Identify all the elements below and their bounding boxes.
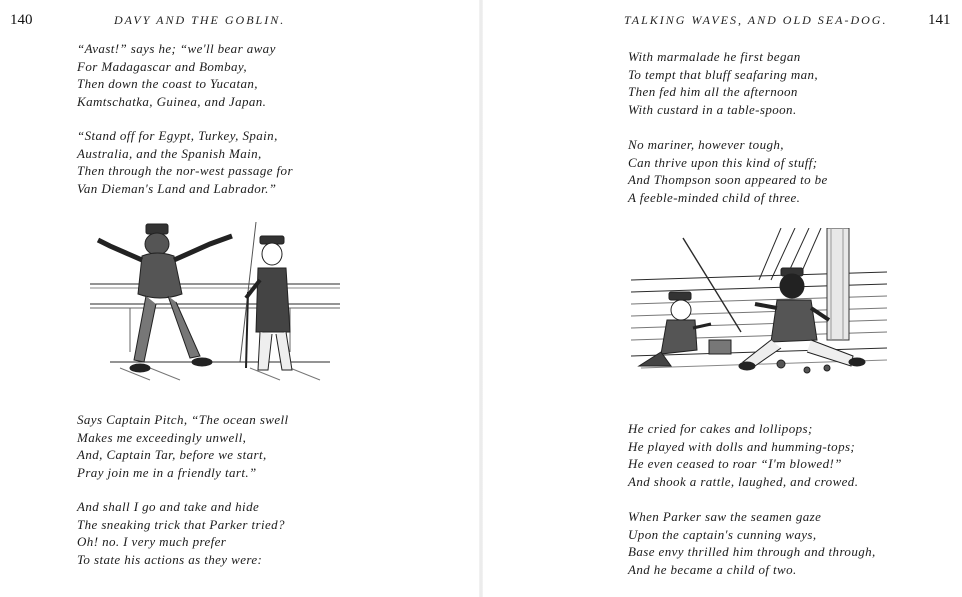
verse-line: For Madagascar and Bombay, [77, 58, 247, 74]
engraving-sailors-playing [631, 228, 887, 378]
verse-line: And, Captain Tar, before we start, [77, 447, 267, 462]
running-head-left: DAVY AND THE GOBLIN. [114, 13, 286, 27]
stanza-right-3 [628, 420, 858, 490]
page-number-right: 141 [928, 12, 951, 28]
stanza-left-1 [77, 40, 276, 110]
stanza-right-2 [628, 136, 828, 206]
verse-line: Then fed him all the afternoon [628, 84, 798, 99]
verse-line: A feeble-minded child of three. [628, 189, 801, 205]
verse-line: With marmalade he first began [628, 49, 801, 64]
page-number-left: 140 [10, 12, 33, 28]
verse-line: No mariner, however tough, [628, 137, 784, 152]
verse-line: And shook a rattle, laughed, and crowed. [628, 473, 859, 489]
verse-line: Can thrive upon this kind of stuff; [628, 154, 818, 170]
stanza-left-2 [77, 127, 293, 197]
verse-line: Makes me exceedingly unwell, [77, 429, 247, 445]
verse-line: And shall I go and take and hide [77, 499, 260, 514]
verse-line: He even ceased to roar “I'm blowed!” [628, 456, 842, 471]
verse-line: And he became a child of two. [628, 561, 797, 577]
verse-line: Base envy thrilled him through and through, [628, 544, 876, 559]
stanza-right-1 [628, 48, 818, 118]
right-page [481, 0, 962, 597]
verse-line: And Thompson soon appeared to be [628, 172, 828, 187]
stanza-right-4 [628, 508, 876, 578]
verse-line: To tempt that bluff seafaring man, [628, 66, 819, 82]
verse-line: Australia, and the Spanish Main, [77, 145, 262, 161]
verse-line: With custard in a table-spoon. [628, 101, 797, 117]
illustration-two-captains [90, 222, 340, 382]
verse-line: Pray join me in a friendly tart.” [77, 464, 257, 480]
verse-line: “Stand off for Egypt, Turkey, Spain, [77, 128, 278, 143]
verse-line: Says Captain Pitch, “The ocean swell [77, 412, 289, 427]
verse-line: He played with dolls and humming-tops; [628, 438, 856, 454]
verse-line: Then down the coast to Yucatan, [77, 76, 258, 91]
verse-line: “Avast!” says he; “we'll bear away [77, 41, 276, 56]
engraving-captains-on-deck [90, 222, 340, 382]
verse-line: When Parker saw the seamen gaze [628, 509, 822, 524]
verse-line: To state his actions as they were: [77, 551, 263, 567]
verse-line: He cried for cakes and lollipops; [628, 421, 813, 436]
verse-line: Van Dieman's Land and Labrador.” [77, 180, 277, 196]
stanza-left-3 [77, 411, 289, 481]
verse-line: Upon the captain's cunning ways, [628, 526, 817, 542]
verse-line: Kamtschatka, Guinea, and Japan. [77, 93, 267, 109]
running-head-right: TALKING WAVES, AND OLD SEA-DOG. [624, 13, 888, 27]
stanza-left-4 [77, 498, 285, 568]
verse-line: The sneaking trick that Parker tried? [77, 516, 285, 532]
verse-line: Then through the nor-west passage for [77, 163, 293, 178]
verse-line: Oh! no. I very much prefer [77, 534, 227, 549]
illustration-deck-play [631, 228, 887, 378]
